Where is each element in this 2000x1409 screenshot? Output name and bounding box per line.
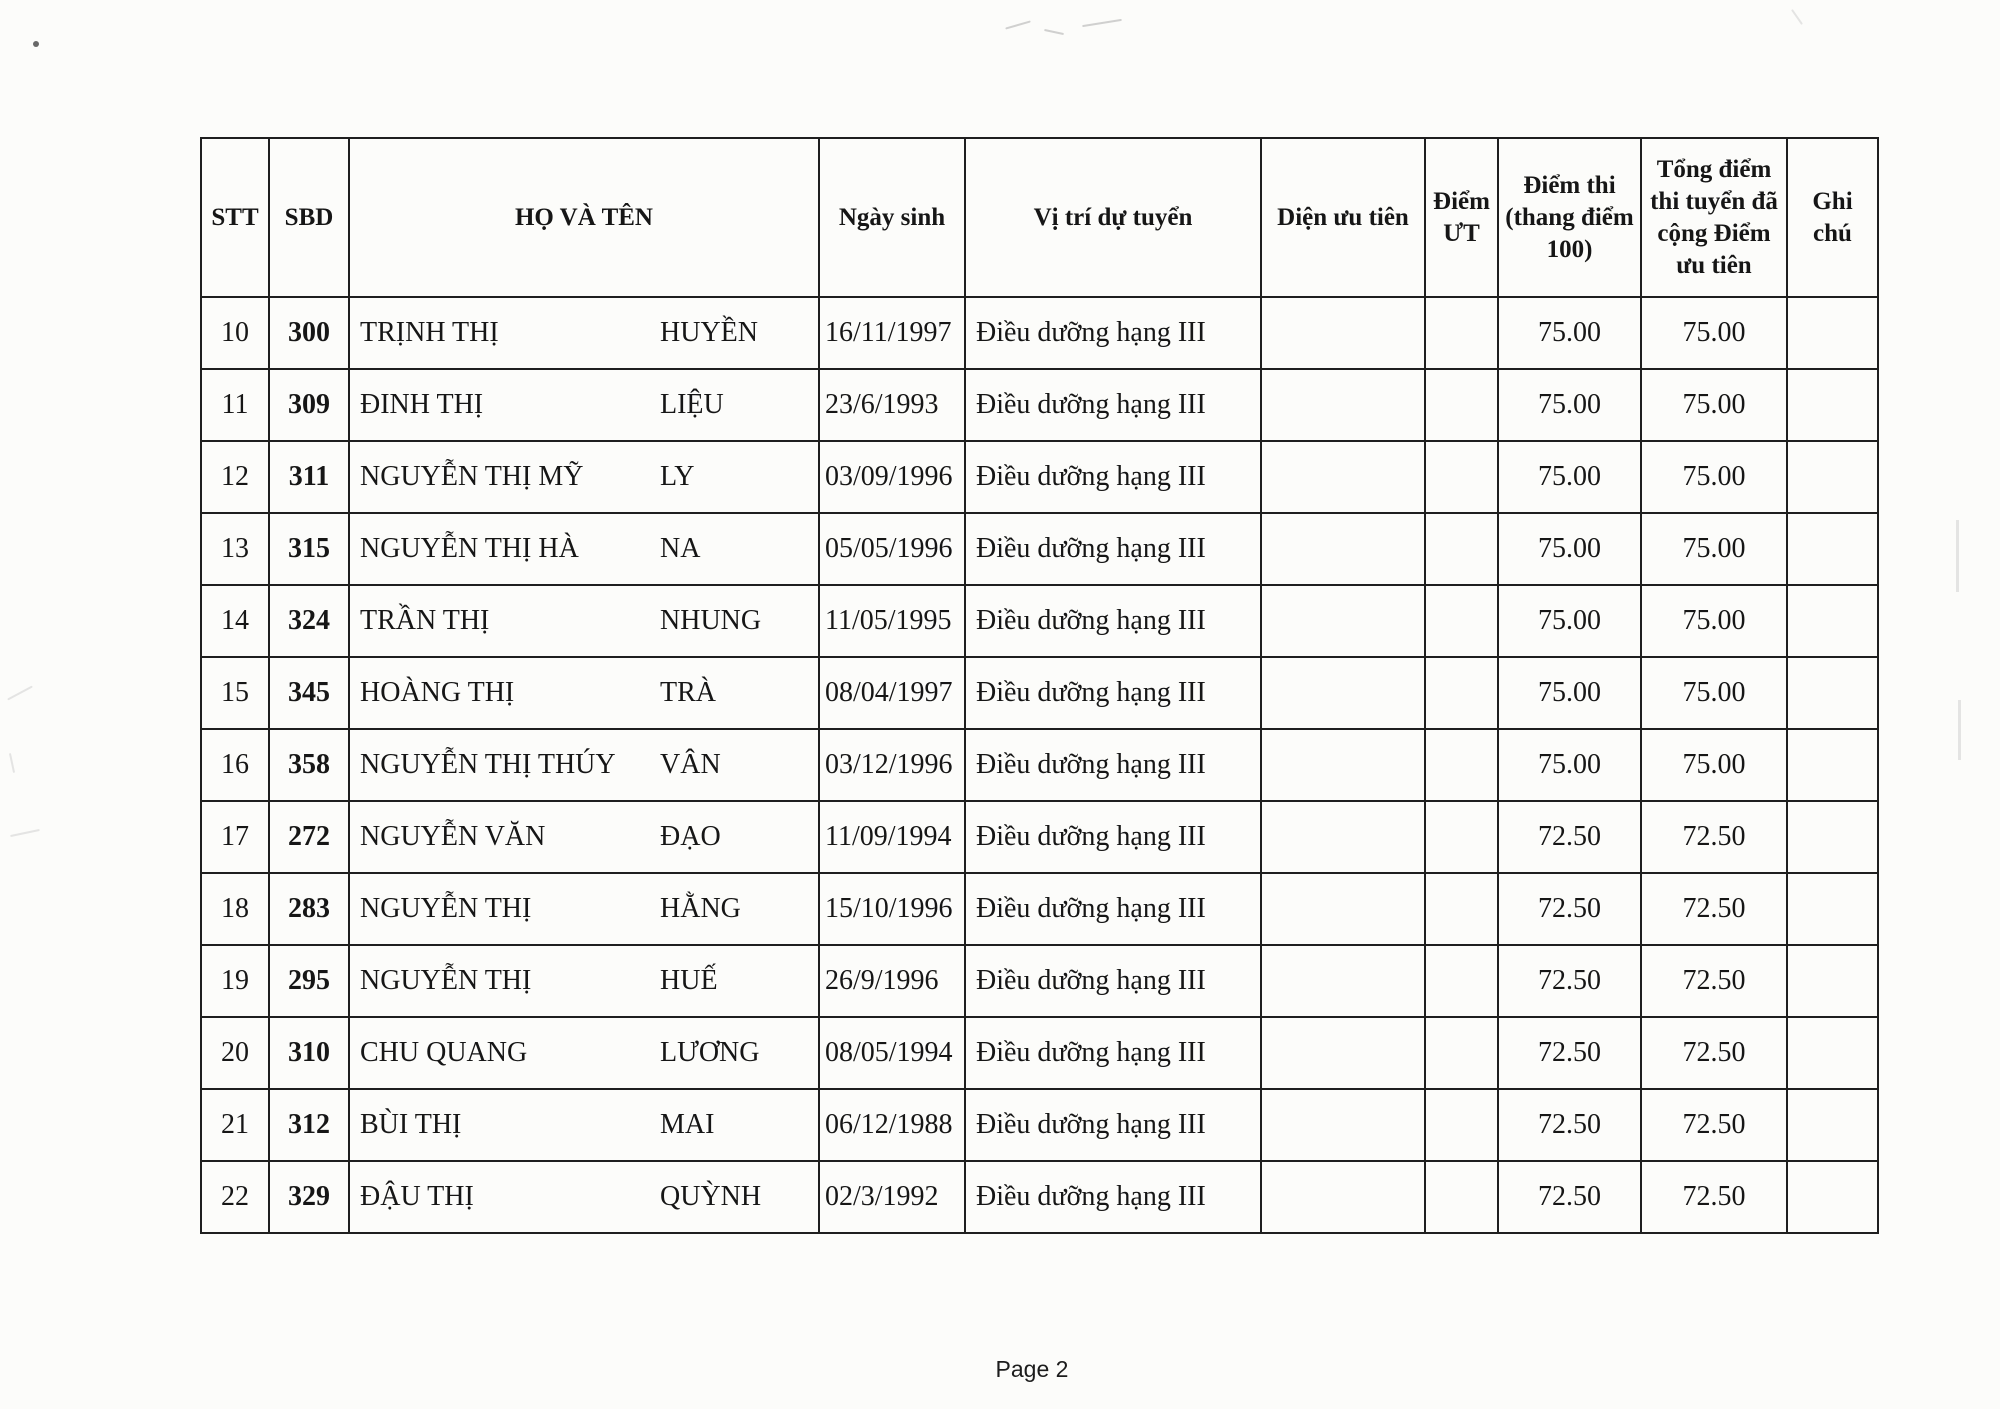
cell-total-score: 75.00 xyxy=(1641,441,1787,513)
cell-sbd: 312 xyxy=(269,1089,349,1161)
cell-dob: 16/11/1997 xyxy=(819,297,965,369)
family-middle-name: NGUYỄN VĂN xyxy=(360,821,546,852)
cell-priority xyxy=(1261,585,1425,657)
table-row xyxy=(201,801,1878,873)
cell-name xyxy=(349,441,819,513)
cell-dob: 15/10/1996 xyxy=(819,873,965,945)
cell-dob: 05/05/1996 xyxy=(819,513,965,585)
cell-stt: 14 xyxy=(201,585,269,657)
header-total-score: Tổng điểm thi tuyển đã cộng Điểm ưu tiên xyxy=(1641,138,1787,297)
cell-sbd: 283 xyxy=(269,873,349,945)
table-row xyxy=(201,1089,1878,1161)
cell-stt: 17 xyxy=(201,801,269,873)
cell-name xyxy=(349,297,819,369)
cell-priority xyxy=(1261,297,1425,369)
cell-sbd: 324 xyxy=(269,585,349,657)
cell-name xyxy=(349,801,819,873)
given-name: HẰNG xyxy=(660,893,741,924)
cell-exam-score: 75.00 xyxy=(1498,513,1641,585)
cell-priority-points xyxy=(1425,873,1498,945)
cell-name xyxy=(349,369,819,441)
cell-sbd: 358 xyxy=(269,729,349,801)
cell-sbd: 311 xyxy=(269,441,349,513)
cell-name xyxy=(349,729,819,801)
cell-stt: 15 xyxy=(201,657,269,729)
given-name: VÂN xyxy=(660,749,721,780)
cell-priority-points xyxy=(1425,441,1498,513)
scan-artifact-squiggle xyxy=(1044,29,1064,35)
cell-notes xyxy=(1787,801,1878,873)
cell-priority-points xyxy=(1425,585,1498,657)
cell-notes xyxy=(1787,945,1878,1017)
cell-position: Điều dưỡng hạng III xyxy=(965,441,1261,513)
cell-notes xyxy=(1787,1089,1878,1161)
header-notes: Ghi chú xyxy=(1787,138,1878,297)
cell-position: Điều dưỡng hạng III xyxy=(965,801,1261,873)
cell-dob: 08/05/1994 xyxy=(819,1017,965,1089)
cell-exam-score: 72.50 xyxy=(1498,1161,1641,1233)
family-middle-name: ĐẬU THỊ xyxy=(360,1181,474,1212)
family-middle-name: TRẦN THỊ xyxy=(360,605,490,636)
scan-artifact-edge-line xyxy=(1956,520,1959,592)
cell-dob: 02/3/1992 xyxy=(819,1161,965,1233)
given-name: HUẾ xyxy=(660,965,718,996)
cell-notes xyxy=(1787,873,1878,945)
cell-exam-score: 72.50 xyxy=(1498,1089,1641,1161)
cell-priority-points xyxy=(1425,1089,1498,1161)
cell-exam-score: 75.00 xyxy=(1498,729,1641,801)
cell-priority-points xyxy=(1425,513,1498,585)
header-priority: Diện ưu tiên xyxy=(1261,138,1425,297)
cell-dob: 03/09/1996 xyxy=(819,441,965,513)
cell-priority-points xyxy=(1425,945,1498,1017)
cell-sbd: 300 xyxy=(269,297,349,369)
cell-priority-points xyxy=(1425,657,1498,729)
cell-notes xyxy=(1787,585,1878,657)
cell-sbd: 315 xyxy=(269,513,349,585)
scan-artifact-squiggle xyxy=(1791,9,1803,25)
cell-stt: 22 xyxy=(201,1161,269,1233)
cell-position: Điều dưỡng hạng III xyxy=(965,1089,1261,1161)
cell-exam-score: 75.00 xyxy=(1498,369,1641,441)
cell-stt: 21 xyxy=(201,1089,269,1161)
cell-position: Điều dưỡng hạng III xyxy=(965,945,1261,1017)
cell-stt: 13 xyxy=(201,513,269,585)
table-row xyxy=(201,945,1878,1017)
cell-total-score: 72.50 xyxy=(1641,1161,1787,1233)
scan-artifact-smudge xyxy=(10,829,40,837)
cell-total-score: 72.50 xyxy=(1641,1017,1787,1089)
table-row xyxy=(201,1161,1878,1233)
cell-notes xyxy=(1787,1161,1878,1233)
family-middle-name: HOÀNG THỊ xyxy=(360,677,515,708)
cell-priority-points xyxy=(1425,1017,1498,1089)
cell-position: Điều dưỡng hạng III xyxy=(965,1161,1261,1233)
cell-exam-score: 75.00 xyxy=(1498,657,1641,729)
cell-dob: 23/6/1993 xyxy=(819,369,965,441)
cell-sbd: 329 xyxy=(269,1161,349,1233)
cell-priority-points xyxy=(1425,297,1498,369)
cell-total-score: 75.00 xyxy=(1641,585,1787,657)
cell-stt: 12 xyxy=(201,441,269,513)
scan-artifact-smudge xyxy=(7,686,33,701)
given-name: LIỆU xyxy=(660,389,724,420)
cell-exam-score: 72.50 xyxy=(1498,1017,1641,1089)
family-middle-name: NGUYỄN THỊ xyxy=(360,893,532,924)
cell-priority xyxy=(1261,873,1425,945)
cell-name xyxy=(349,1089,819,1161)
cell-exam-score: 75.00 xyxy=(1498,585,1641,657)
cell-priority xyxy=(1261,441,1425,513)
cell-sbd: 295 xyxy=(269,945,349,1017)
cell-total-score: 75.00 xyxy=(1641,369,1787,441)
cell-name xyxy=(349,1161,819,1233)
table-row xyxy=(201,297,1878,369)
header-exam-score: Điểm thi (thang điểm 100) xyxy=(1498,138,1641,297)
cell-total-score: 72.50 xyxy=(1641,945,1787,1017)
cell-dob: 26/9/1996 xyxy=(819,945,965,1017)
cell-priority xyxy=(1261,1017,1425,1089)
given-name: NA xyxy=(660,533,701,564)
cell-priority xyxy=(1261,657,1425,729)
table-row xyxy=(201,369,1878,441)
table-header xyxy=(201,138,1878,297)
cell-dob: 08/04/1997 xyxy=(819,657,965,729)
cell-dob: 11/09/1994 xyxy=(819,801,965,873)
family-middle-name: NGUYỄN THỊ THÚY xyxy=(360,749,616,780)
given-name: QUỲNH xyxy=(660,1181,762,1212)
cell-exam-score: 75.00 xyxy=(1498,441,1641,513)
cell-sbd: 310 xyxy=(269,1017,349,1089)
cell-position: Điều dưỡng hạng III xyxy=(965,513,1261,585)
cell-sbd: 272 xyxy=(269,801,349,873)
cell-name xyxy=(349,873,819,945)
cell-name xyxy=(349,513,819,585)
cell-total-score: 75.00 xyxy=(1641,297,1787,369)
cell-notes xyxy=(1787,441,1878,513)
family-middle-name: NGUYỄN THỊ xyxy=(360,965,532,996)
cell-position: Điều dưỡng hạng III xyxy=(965,729,1261,801)
cell-priority-points xyxy=(1425,729,1498,801)
cell-total-score: 75.00 xyxy=(1641,657,1787,729)
cell-sbd: 309 xyxy=(269,369,349,441)
cell-position: Điều dưỡng hạng III xyxy=(965,585,1261,657)
cell-total-score: 75.00 xyxy=(1641,513,1787,585)
cell-total-score: 75.00 xyxy=(1641,729,1787,801)
given-name: LƯƠNG xyxy=(660,1037,760,1068)
family-middle-name: TRỊNH THỊ xyxy=(360,317,499,348)
cell-notes xyxy=(1787,657,1878,729)
cell-total-score: 72.50 xyxy=(1641,873,1787,945)
cell-total-score: 72.50 xyxy=(1641,801,1787,873)
cell-stt: 20 xyxy=(201,1017,269,1089)
family-middle-name: BÙI THỊ xyxy=(360,1109,462,1140)
table-row xyxy=(201,1017,1878,1089)
given-name: LY xyxy=(660,461,695,492)
cell-position: Điều dưỡng hạng III xyxy=(965,1017,1261,1089)
cell-stt: 11 xyxy=(201,369,269,441)
cell-name xyxy=(349,657,819,729)
cell-position: Điều dưỡng hạng III xyxy=(965,297,1261,369)
page-number: Page 2 xyxy=(995,1356,1069,1382)
cell-dob: 03/12/1996 xyxy=(819,729,965,801)
cell-stt: 16 xyxy=(201,729,269,801)
cell-priority xyxy=(1261,1089,1425,1161)
family-middle-name: CHU QUANG xyxy=(360,1037,528,1068)
family-middle-name: ĐINH THỊ xyxy=(360,389,484,420)
given-name: ĐẠO xyxy=(660,821,721,852)
header-sbd: SBD xyxy=(269,138,349,297)
results-table xyxy=(200,137,1879,1234)
cell-notes xyxy=(1787,513,1878,585)
given-name: TRÀ xyxy=(660,677,716,708)
cell-priority-points xyxy=(1425,369,1498,441)
scan-artifact-squiggle xyxy=(1005,20,1031,29)
cell-name xyxy=(349,585,819,657)
cell-priority xyxy=(1261,801,1425,873)
cell-exam-score: 72.50 xyxy=(1498,873,1641,945)
cell-position: Điều dưỡng hạng III xyxy=(965,873,1261,945)
cell-stt: 10 xyxy=(201,297,269,369)
table-row xyxy=(201,513,1878,585)
family-middle-name: NGUYỄN THỊ MỸ xyxy=(360,461,584,492)
cell-total-score: 72.50 xyxy=(1641,1089,1787,1161)
table-row xyxy=(201,873,1878,945)
cell-priority xyxy=(1261,945,1425,1017)
header-dob: Ngày sinh xyxy=(819,138,965,297)
scan-artifact-squiggle xyxy=(1082,19,1122,27)
table-body xyxy=(201,297,1878,1233)
cell-notes xyxy=(1787,369,1878,441)
cell-dob: 06/12/1988 xyxy=(819,1089,965,1161)
cell-priority-points xyxy=(1425,801,1498,873)
cell-notes xyxy=(1787,729,1878,801)
scan-artifact-smudge xyxy=(9,753,15,773)
cell-notes xyxy=(1787,1017,1878,1089)
family-middle-name: NGUYỄN THỊ HÀ xyxy=(360,533,579,564)
header-priority-points: Điểm ƯT xyxy=(1425,138,1498,297)
header-row xyxy=(201,138,1878,297)
cell-priority xyxy=(1261,513,1425,585)
cell-priority xyxy=(1261,1161,1425,1233)
cell-priority-points xyxy=(1425,1161,1498,1233)
given-name: NHUNG xyxy=(660,605,762,636)
cell-name xyxy=(349,945,819,1017)
table-row xyxy=(201,657,1878,729)
cell-name xyxy=(349,1017,819,1089)
cell-priority xyxy=(1261,369,1425,441)
table-row xyxy=(201,585,1878,657)
table-row xyxy=(201,729,1878,801)
header-name: HỌ VÀ TÊN xyxy=(349,138,819,297)
cell-exam-score: 72.50 xyxy=(1498,945,1641,1017)
given-name: HUYỀN xyxy=(660,317,758,348)
cell-stt: 19 xyxy=(201,945,269,1017)
header-stt: STT xyxy=(201,138,269,297)
scan-artifact-dot xyxy=(33,41,39,47)
cell-position: Điều dưỡng hạng III xyxy=(965,657,1261,729)
cell-dob: 11/05/1995 xyxy=(819,585,965,657)
cell-notes xyxy=(1787,297,1878,369)
cell-sbd: 345 xyxy=(269,657,349,729)
cell-stt: 18 xyxy=(201,873,269,945)
cell-exam-score: 75.00 xyxy=(1498,297,1641,369)
table-row xyxy=(201,441,1878,513)
cell-exam-score: 72.50 xyxy=(1498,801,1641,873)
scan-artifact-edge-line xyxy=(1958,700,1961,760)
given-name: MAI xyxy=(660,1109,715,1140)
cell-position: Điều dưỡng hạng III xyxy=(965,369,1261,441)
cell-priority xyxy=(1261,729,1425,801)
header-position: Vị trí dự tuyển xyxy=(965,138,1261,297)
